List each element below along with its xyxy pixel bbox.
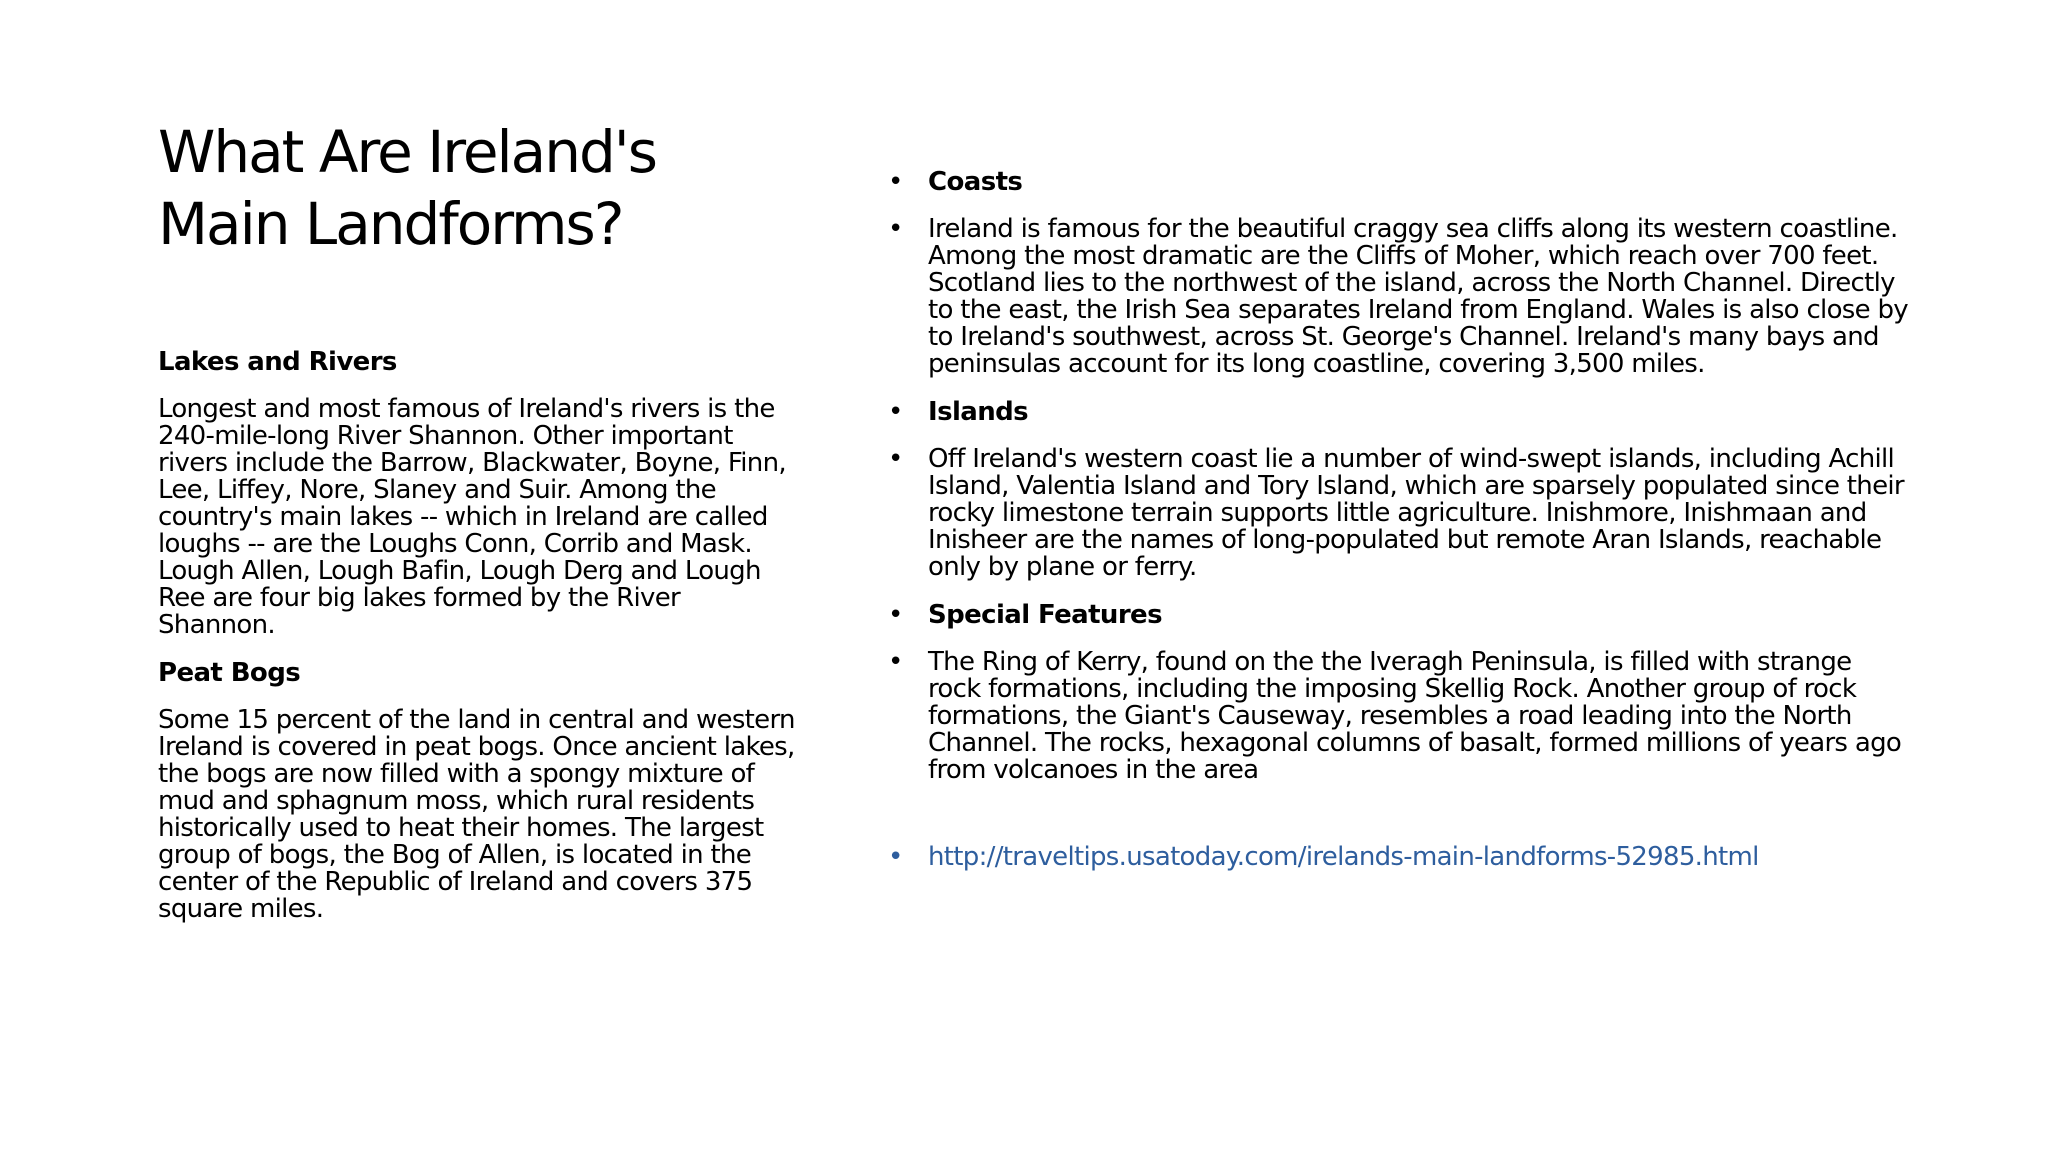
lakes-heading: Lakes and Rivers xyxy=(158,347,397,377)
bullet-coasts-heading xyxy=(888,168,1908,196)
bogs-heading: Peat Bogs xyxy=(158,658,301,688)
slide-title-line-2: Main Landforms? xyxy=(158,190,623,258)
bogs-body: Some 15 percent of the land in central and western Ireland is covered in peat bogs. Once ancient lakes, the bogs are now filled with a spongy mixture of mud and sphagnum moss, which rural residents historically used to heat their homes. The largest group of bogs, the Bog of Allen, is located in the center of the Republic of Ireland and covers 375 square miles. xyxy=(158,705,795,924)
coasts-body: Ireland is famous for the beautiful craggy sea cliffs along its western coastline. Among the most dramatic are the Cliffs of Moher, which reach over 700 feet. Scotland lies to the northwest of the island, across the North Channel. Directly to the east, the Irish Sea separates Ireland from England. Wales is also close by to Ireland's southwest, across St. George's Channel. Ireland's many bays and peninsulas account for its long coastline, covering 3,500 miles. xyxy=(928,214,1908,379)
bullet-icon: • xyxy=(888,600,903,630)
slide-title xyxy=(158,116,798,260)
bullet-special-heading xyxy=(888,601,1908,629)
bullet-icon: • xyxy=(888,397,903,427)
left-column xyxy=(158,348,798,943)
islands-heading: Islands xyxy=(928,397,1029,427)
islands-body: Off Ireland's western coast lie a number of wind-swept islands, including Achill Island, Valentia Island and Tory Island, which are sparsely populated since their rocky limestone terrain supports little agriculture. Inishmore, Inishmaan and Inisheer are the names of long-populated but remote Aran Islands, reachable only by plane or ferry. xyxy=(928,444,1904,582)
bullet-icon: • xyxy=(888,167,903,197)
slide-title-line-1: What Are Ireland's xyxy=(158,118,656,186)
right-bullet-list xyxy=(888,168,1908,891)
bullet-icon: • xyxy=(888,842,903,872)
lakes-body: Longest and most famous of Ireland's rivers is the 240-mile-long River Shannon. Other important rivers include the Barrow, Blackwater, Boyne, Finn, Lee, Liffey, Nore, Slaney and Suir. Among the country's main lakes -- which in Ireland are called loughs -- are the Loughs Conn, Corrib and Mask. Lough Allen, Lough Bafin, Lough Derg and Lough Ree are four big lakes formed by the River Shannon. xyxy=(158,394,786,640)
bullet-icon: • xyxy=(888,647,903,677)
source-link[interactable]: http://traveltips.usatoday.com/irelands-main-landforms-52985.html xyxy=(928,842,1759,872)
bullet-source-link xyxy=(888,844,1908,871)
special-features-heading: Special Features xyxy=(928,600,1162,630)
bullet-icon: • xyxy=(888,444,903,474)
bullet-islands-body xyxy=(888,446,1908,581)
coasts-heading: Coasts xyxy=(928,167,1023,197)
bullet-coasts-body xyxy=(888,216,1908,378)
bullet-special-body xyxy=(888,649,1908,784)
bullet-icon: • xyxy=(888,214,903,244)
bullet-islands-heading xyxy=(888,398,1908,426)
special-features-body: The Ring of Kerry, found on the the Iveragh Peninsula, is filled with strange rock formations, including the imposing Skellig Rock. Another group of rock formations, the Giant's Causeway, resembles a road leading into the North Channel. The rocks, hexagonal columns of basalt, formed millions of years ago from volcanoes in the area xyxy=(928,647,1902,785)
